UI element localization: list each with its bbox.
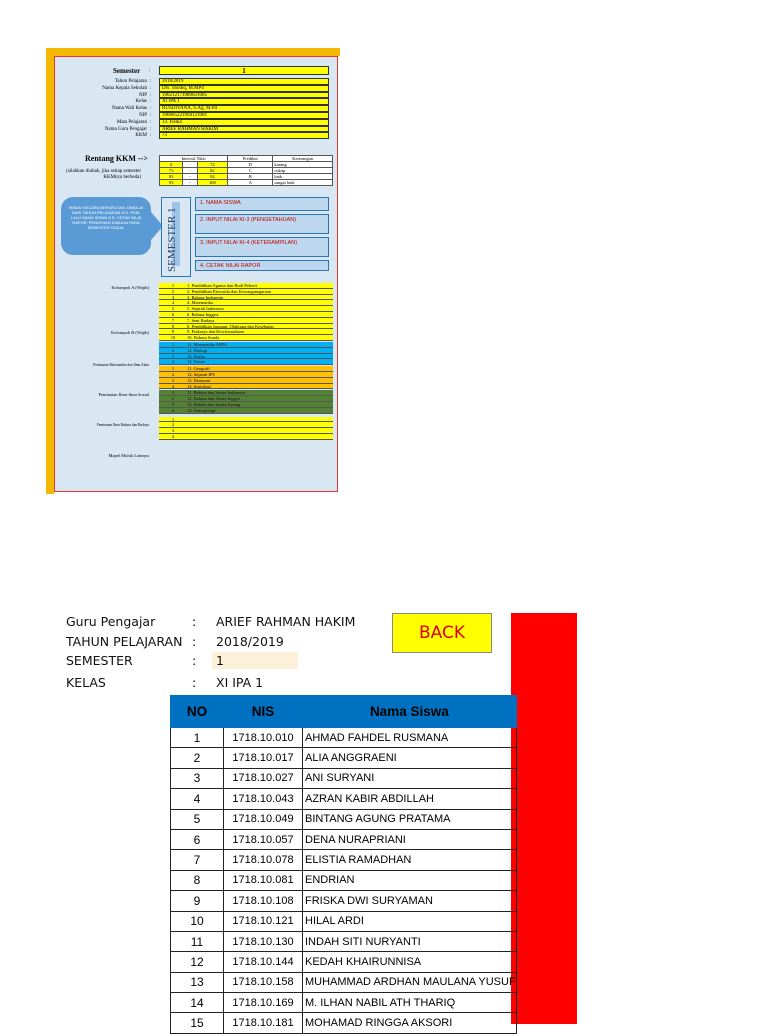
group-label-b: Kelompok B (Wajib) <box>111 330 149 335</box>
mapel-name: 11. Matematika MIPA <box>187 342 228 347</box>
student-list-sheet <box>60 610 580 1031</box>
kkm-predikat: C <box>228 168 273 174</box>
mapel-name: 11. Bahasa dan Sastra Indonesia <box>187 390 245 396</box>
kkm-dash: - <box>183 162 197 168</box>
student-no: 8 <box>171 870 224 890</box>
mapel-no: 2 <box>171 288 175 294</box>
student-nis: 1718.10.027 <box>224 768 303 788</box>
mapel-name: 7. Seni Budaya <box>187 317 215 323</box>
mapel-row[interactable] <box>159 434 333 440</box>
student-no: 9 <box>171 891 224 911</box>
mapel-no: 1 <box>171 390 175 396</box>
field-label: Kelas <box>135 99 147 105</box>
group-label-bahasa: Peminatan Ilmu Bahasa dan Budaya <box>96 423 149 427</box>
mapel-no: 4 <box>171 383 175 389</box>
red-side-panel <box>511 613 577 1024</box>
table-row[interactable] <box>171 952 517 972</box>
student-no: 11 <box>171 931 224 951</box>
mapel-name: 11. Geografi <box>187 366 210 372</box>
student-nis: 1718.10.181 <box>224 1013 303 1033</box>
kkm-keterangan: kurang <box>273 162 333 168</box>
group-label-a: Kelompok A (Wajib) <box>111 285 149 290</box>
table-row[interactable] <box>171 789 517 809</box>
student-no: 5 <box>171 809 224 829</box>
mapel-no: 10 <box>170 335 176 341</box>
semester-vertical-box <box>161 197 191 277</box>
student-table-body <box>171 728 517 1034</box>
kkm-predikat: A <box>228 180 273 186</box>
kkm-max[interactable]: 92 <box>197 174 228 180</box>
mapel-no: 6 <box>171 312 175 317</box>
student-no: 2 <box>171 748 224 768</box>
student-nama: ANI SURYANI <box>303 768 517 788</box>
student-nama: FRISKA DWI SURYAMAN <box>303 891 517 911</box>
mapel-name: 9. Prakarya dan Kewirausahaan <box>187 329 244 335</box>
mapel-no: 3 <box>171 294 175 300</box>
mapel-name: 1. Pendidikan Agama dan Budi Pekerti <box>187 283 257 288</box>
field-label: NIP <box>138 113 147 118</box>
instruction-callout: ISIKAN SECARA BERURUTAN, DIMULAI DARI TAHUN PELAJARAN S.D. PKM, LALU NAMA SISWA S.D. CETAK NILAI RAPOR, PENGISIAN DIMULAI PADA SEMESTER GASAL <box>61 197 151 255</box>
mapel-name: 14. Antropologi <box>187 407 216 413</box>
semester-label: Semester <box>113 67 141 75</box>
mapel-name: 13. Ekonomi <box>187 377 211 383</box>
semester-vertical-label: SEMESTER 1 <box>166 207 178 272</box>
mapel-no: 3 <box>171 402 175 407</box>
kkm-title: Rentang KKM --> <box>85 154 148 163</box>
mapel-no: 4 <box>171 407 175 413</box>
mapel-no: 2 <box>171 396 175 402</box>
kkm-predikat: D <box>228 162 273 168</box>
field-value[interactable]: 2018/2019 <box>159 78 329 85</box>
field-value[interactable]: XI IPA 1 <box>159 98 329 105</box>
semester-value-highlight <box>212 652 298 669</box>
group-label-ips: Peminatan Ilmu-ilmu Sosial <box>98 392 149 397</box>
student-nama: MUHAMMAD ARDHAN MAULANA YUSUF <box>303 972 517 992</box>
kkm-table <box>159 155 333 186</box>
student-nis: 1718.10.017 <box>224 748 303 768</box>
kkm-header-keterangan: Keterangan <box>273 156 333 162</box>
field-label: Nama Kepala Sekolah <box>102 85 147 91</box>
table-row[interactable] <box>171 768 517 788</box>
info-label-semester: SEMESTER <box>66 653 133 668</box>
student-nis: 1718.10.158 <box>224 972 303 992</box>
student-nis: 1718.10.049 <box>224 809 303 829</box>
student-nama: INDAH SITI NURYANTI <box>303 931 517 951</box>
kkm-min[interactable]: 73 <box>160 168 183 174</box>
field-value[interactable]: 196212171989031005 <box>159 92 329 99</box>
student-nis: 1718.10.144 <box>224 952 303 972</box>
kkm-header-interval: Interval Nilai <box>160 156 228 162</box>
semester-value-cell[interactable]: 1 <box>159 66 329 75</box>
field-value[interactable]: 13. Fisika <box>159 119 329 126</box>
menu-input-ki4-button[interactable]: 3. INPUT NILAI KI-4 (KETERAMPILAN) <box>195 237 329 257</box>
mapel-no: 2 <box>171 347 175 353</box>
info-value-tahun: 2018/2019 <box>216 634 284 649</box>
student-nama: AHMAD FAHDEL RUSMANA <box>303 728 517 748</box>
mapel-name: 8. Pendidikan Jasmani, Olahraga dan Kesehatan <box>187 323 274 329</box>
student-nis: 1718.10.169 <box>224 993 303 1013</box>
mapel-no: 7 <box>171 317 175 323</box>
table-row[interactable] <box>171 1013 517 1033</box>
student-nama: HILAL ARDI <box>303 911 517 931</box>
field-colons: : : : : : : : : : <box>150 79 152 139</box>
menu-input-ki3-button[interactable]: 2. INPUT NILAI KI-3 (PENGETAHUAN) <box>195 214 329 234</box>
mapel-row[interactable] <box>159 335 333 341</box>
field-value[interactable]: RUSDIYANA, S.Ag, M.Pd <box>159 105 329 112</box>
student-nama: ENDRIAN <box>303 870 517 890</box>
mapel-row[interactable] <box>159 359 333 365</box>
mapel-name: 10. Bahasa Sunda <box>187 335 220 341</box>
student-no: 13 <box>171 972 224 992</box>
mapel-no: 2 <box>171 372 175 377</box>
field-value[interactable]: Drs. Shodiq, M.MPd <box>159 85 329 92</box>
mapel-name: 3. Bahasa Indonesia <box>187 294 224 300</box>
mapel-no: 2 <box>171 422 175 428</box>
student-nama: ALIA ANGGRAENI <box>303 748 517 768</box>
mapel-no: 3 <box>171 428 175 434</box>
info-value-semester: 1 <box>216 653 224 668</box>
mapel-name: 13. Bahasa dan Sastra Jepang <box>187 402 241 407</box>
kkm-predikat: B <box>228 174 273 180</box>
student-nama: ELISTIA RAMADHAN <box>303 850 517 870</box>
mapel-name: 13. Fisika <box>187 353 205 359</box>
table-row[interactable] <box>171 728 517 748</box>
student-no: 7 <box>171 850 224 870</box>
table-row[interactable] <box>171 809 517 829</box>
mapel-name: 4. Matematika <box>187 300 213 306</box>
mapel-row[interactable] <box>159 408 333 414</box>
menu-nama-siswa-button[interactable]: 1. NAMA SISWA <box>195 197 329 211</box>
table-row[interactable] <box>171 870 517 890</box>
student-nis: 1718.10.130 <box>224 931 303 951</box>
info-colon: : <box>192 634 197 649</box>
info-label-tahun: TAHUN PELAJARAN <box>66 634 183 649</box>
kkm-min[interactable]: 0 <box>160 162 183 168</box>
kkm-keterangan: baik <box>273 174 333 180</box>
settings-sheet <box>46 48 340 494</box>
table-row[interactable] <box>171 850 517 870</box>
mapel-no: 9 <box>171 329 175 335</box>
student-nis: 1718.10.108 <box>224 891 303 911</box>
sheet-border-top <box>46 48 340 56</box>
student-table-header <box>171 696 517 728</box>
kkm-max[interactable]: 82 <box>197 168 228 174</box>
field-label: Nama Guru Pengajar <box>104 126 147 132</box>
kkm-keterangan: cukup <box>273 168 333 174</box>
mapel-name: 12. Bahasa dan Sastra Inggris <box>187 396 241 402</box>
menu-cetak-rapor-button[interactable]: 4. CETAK NILAI RAPOR <box>195 260 329 271</box>
student-no: 12 <box>171 952 224 972</box>
field-value[interactable]: 196605221994121001 <box>159 112 329 119</box>
field-value[interactable]: 73 <box>159 132 329 139</box>
header-nis: NIS <box>224 696 303 728</box>
student-no: 15 <box>171 1013 224 1033</box>
student-no: 10 <box>171 911 224 931</box>
student-nis: 1718.10.078 <box>224 850 303 870</box>
kkm-max[interactable]: 72 <box>197 162 228 168</box>
kkm-keterangan: sangat baik <box>273 180 333 186</box>
mapel-no: 1 <box>171 416 175 422</box>
student-no: 1 <box>171 728 224 748</box>
sheet-body <box>54 56 338 492</box>
field-label: KKM <box>135 133 147 139</box>
table-row[interactable] <box>171 931 517 951</box>
kkm-min[interactable]: 83 <box>160 174 183 180</box>
header-nama: Nama Siswa <box>303 696 517 728</box>
group-label-lain: Mapel Muluk Lainnya <box>108 453 149 458</box>
kkm-min[interactable]: 93 <box>160 180 183 186</box>
field-label: Nama Wali Kelas <box>111 106 147 112</box>
info-colon: : <box>192 675 197 690</box>
table-row[interactable] <box>171 748 517 768</box>
info-colon: : <box>192 653 197 668</box>
table-row[interactable] <box>171 972 517 992</box>
kkm-dash: - <box>183 180 197 186</box>
kkm-dash: - <box>183 168 197 174</box>
mapel-no: 1 <box>171 342 175 347</box>
colon: : <box>149 69 151 74</box>
kkm-note: (silahkan diubah, jika setiap semester KKMnya berbeda) <box>66 169 141 180</box>
mapel-no: 4 <box>171 359 175 365</box>
field-label: Tahun Pelajaran <box>114 79 147 84</box>
student-nama: AZRAN KABIR ABDILLAH <box>303 789 517 809</box>
student-no: 14 <box>171 993 224 1013</box>
student-nis: 1718.10.121 <box>224 911 303 931</box>
table-row[interactable] <box>171 891 517 911</box>
mapel-name: 2. Pendidikan Pancasila dan Kewarganegaraan <box>187 288 272 294</box>
student-nama: BINTANG AGUNG PRATAMA <box>303 809 517 829</box>
kkm-dash: - <box>183 174 197 180</box>
student-nama: KEDAH KHAIRUNNISA <box>303 952 517 972</box>
mapel-no: 4 <box>171 300 175 306</box>
mapel-no: 1 <box>171 283 175 288</box>
info-value-kelas: XI IPA 1 <box>216 675 264 690</box>
mapel-no: 1 <box>171 366 175 372</box>
mapel-no: 8 <box>171 323 175 329</box>
student-nama: MOHAMAD RINGGA AKSORI <box>303 1013 517 1033</box>
student-nama: M. ILHAN NABIL ATH THARIQ <box>303 993 517 1013</box>
student-nis: 1718.10.057 <box>224 829 303 849</box>
student-nis: 1718.10.010 <box>224 728 303 748</box>
mapel-name: 6. Bahasa Inggris <box>187 312 219 317</box>
mapel-no: 5 <box>171 306 175 312</box>
mapel-row[interactable] <box>159 384 333 390</box>
header-no: NO <box>171 696 224 728</box>
mapel-name: 14. Sosiologi <box>187 383 211 389</box>
student-nis: 1718.10.043 <box>224 789 303 809</box>
back-button[interactable]: BACK <box>392 613 492 653</box>
mapel-no: 3 <box>171 353 175 359</box>
student-no: 3 <box>171 768 224 788</box>
mapel-no: 4 <box>171 434 175 439</box>
group-label-mipa: Peminatan Matematika dan Ilmu Alam <box>93 363 149 367</box>
mapel-name: 12. Sejarah IPS <box>187 372 215 377</box>
kkm-max[interactable]: 100 <box>197 180 228 186</box>
field-value[interactable]: ARIEF RAHMAN HAKIM <box>159 126 329 133</box>
mapel-name: 14. Kimia <box>187 359 205 365</box>
mapel-name: 12. Biologi <box>187 347 208 353</box>
mapel-name: 5. Sejarah Indonesia <box>187 306 224 312</box>
student-no: 4 <box>171 789 224 809</box>
field-label: Mata Pelajaran <box>116 119 147 125</box>
mapel-no: 3 <box>171 377 175 383</box>
student-nama: DENA NURAPRIANI <box>303 829 517 849</box>
student-no: 6 <box>171 829 224 849</box>
info-label-kelas: KELAS <box>66 675 106 690</box>
kkm-header-predikat: Predikat <box>228 156 273 162</box>
info-label-guru: Guru Pengajar <box>66 614 156 629</box>
info-value-guru: ARIEF RAHMAN HAKIM <box>216 614 356 629</box>
field-label: NIP <box>138 92 147 98</box>
table-row[interactable] <box>171 993 517 1013</box>
table-row[interactable] <box>171 911 517 931</box>
student-nis: 1718.10.081 <box>224 870 303 890</box>
student-table <box>170 695 517 1034</box>
table-row[interactable] <box>171 829 517 849</box>
info-colon: : <box>192 614 197 629</box>
